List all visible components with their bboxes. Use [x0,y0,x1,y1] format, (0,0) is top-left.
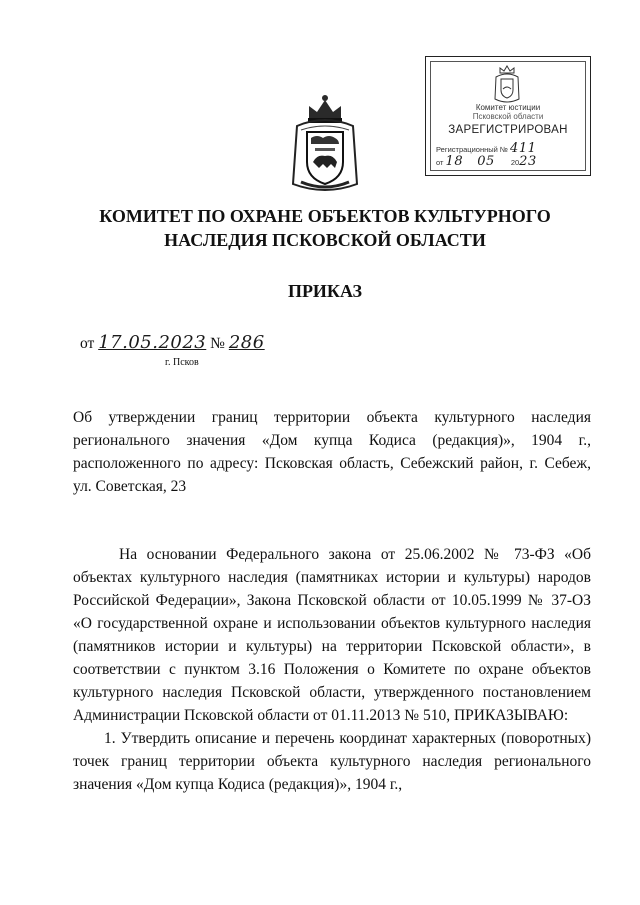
order-date-handwritten: 17.05.2023 [98,332,207,353]
stamp-authority-line1: Комитет юстиции [475,103,541,112]
stamp-reg-number-handwritten: 411 [510,141,537,156]
preamble-paragraph: На основании Федерального закона от 25.06.2002 № 73-ФЗ «Об объектах культурного наследия (памятниках истории и культуры) народов Российской Федерации», Закона Псковской области от 10.05.1999 № 37-ОЗ «О государственной охране и использовании объектов культурного наследия (памятников истории и культуры) на территории Псковской области», в соответствии с пунктом 3.16 Положения о Комитете по охране объектов культурного наследия Псковской области, утвержденного постановлением Администрации Псковской области от 01.11.2013 № 510, ПРИКАЗЫВАЮ: [73,546,591,724]
order-date-label: от [80,335,95,352]
order-city: г. Псков [165,357,199,368]
coat-of-arms-emblem [287,92,363,194]
stamp-date-month: 05 [477,154,495,169]
order-subject: Об утверждении границ территории объекта культурного наследия регионального значения «Дом купца Кодиса (редакция)», 1904 г., расположенного по адресу: Псковская область, Себежский район, г. Себеж, ул. Советская, 23 [73,409,591,495]
order-reference [80,332,265,353]
order-number-handwritten: 286 [228,332,265,353]
order-body [73,543,591,796]
document-title-line1: КОМИТЕТ ПО ОХРАНЕ ОБЪЕКТОВ КУЛЬТУРНОГО [99,206,551,226]
stamp-date-year: 23 [519,154,537,169]
order-item-1: 1. Утвердить описание и перечень координат характерных (поворотных) точек границ территории объекта культурного наследия регионального значения «Дом купца Кодиса (редакция)», 1904 г., [73,730,591,793]
document-title-line2: НАСЛЕДИЯ ПСКОВСКОЙ ОБЛАСТИ [164,230,486,250]
stamp-authority-line2: Псковской области [472,112,544,121]
stamp-date-year-prefix: 20 [510,158,520,167]
order-number-label: № [210,335,225,352]
stamp-date [436,154,586,169]
document-type: ПРИКАЗ [287,281,363,301]
stamp-status: ЗАРЕГИСТРИРОВАН [448,124,568,136]
stamp-date-day: 18 [445,154,464,169]
stamp-date-from: от [436,158,444,167]
stamp-emblem-icon [490,63,524,105]
registration-stamp [425,56,591,176]
stamp-reg-label: Регистрационный № [436,145,508,154]
